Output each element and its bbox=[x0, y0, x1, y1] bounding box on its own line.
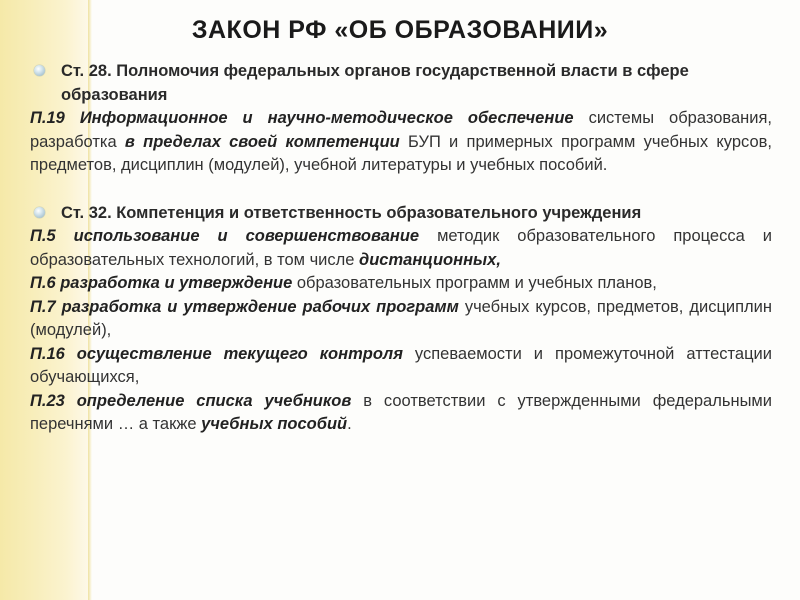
clause-emphasis: определение списка учебников bbox=[64, 391, 352, 410]
clause-text: БУП и примерных программ учебных курсов, предметов, дисциплин (модулей), учебной литературы и учебных пособий. bbox=[30, 132, 772, 174]
clause-emphasis: разработка и утверждение рабочих программ bbox=[55, 297, 459, 316]
clause-text: образовательных программ и учебных планов, bbox=[292, 274, 657, 292]
clause-text: успеваемости и промежуточной аттестации обучающихся, bbox=[30, 344, 772, 386]
article-32-heading bbox=[30, 202, 772, 226]
clause-7 bbox=[30, 296, 772, 343]
clause-number: П.6 bbox=[30, 274, 56, 292]
article-32-heading-text: Ст. 32. Компетенция и ответственность образовательного учреждения bbox=[61, 203, 642, 222]
clause-number: П.23 bbox=[30, 391, 65, 410]
bullet-icon bbox=[34, 207, 45, 218]
clause-text: в соответствии с утвержденными федеральными перечнями … а также bbox=[30, 391, 772, 433]
clause-16 bbox=[30, 343, 772, 390]
clause-19 bbox=[30, 107, 772, 178]
clause-number: П.19 bbox=[30, 109, 65, 127]
clause-emphasis: Информационное и научно-методическое обеспечение bbox=[79, 109, 574, 127]
clause-emphasis: в пределах своей компетенции bbox=[124, 132, 400, 151]
clause-emphasis: учебных пособий bbox=[201, 415, 348, 433]
clause-text: системы образования, разработка bbox=[30, 109, 772, 151]
clause-emphasis: разработка и утверждение bbox=[55, 274, 293, 292]
clause-emphasis: осуществление текущего контроля bbox=[64, 344, 403, 363]
article-28-heading bbox=[30, 60, 772, 107]
clause-text: . bbox=[347, 415, 352, 433]
clause-number: П.16 bbox=[30, 344, 65, 363]
clause-6 bbox=[30, 272, 772, 296]
slide-content bbox=[30, 60, 772, 437]
clause-emphasis: использование и совершенствование bbox=[55, 227, 420, 245]
clause-text bbox=[65, 109, 80, 127]
clause-emphasis: дистанционных, bbox=[359, 250, 501, 269]
slide-title: ЗАКОН РФ «ОБ ОБРАЗОВАНИИ» bbox=[191, 16, 609, 44]
clause-text: методик образовательного процесса и образовательных технологий, в том числе bbox=[30, 227, 772, 269]
article-28-heading-text: Ст. 28. Полномочия федеральных органов государственной власти в сфере образования bbox=[61, 62, 689, 104]
clause-number: П.5 bbox=[30, 227, 56, 245]
clause-5 bbox=[30, 225, 772, 272]
bullet-icon bbox=[34, 65, 45, 76]
clause-number: П.7 bbox=[30, 297, 56, 316]
clause-23 bbox=[30, 390, 772, 437]
clause-text: учебных курсов, предметов, дисциплин (модулей), bbox=[30, 297, 772, 339]
